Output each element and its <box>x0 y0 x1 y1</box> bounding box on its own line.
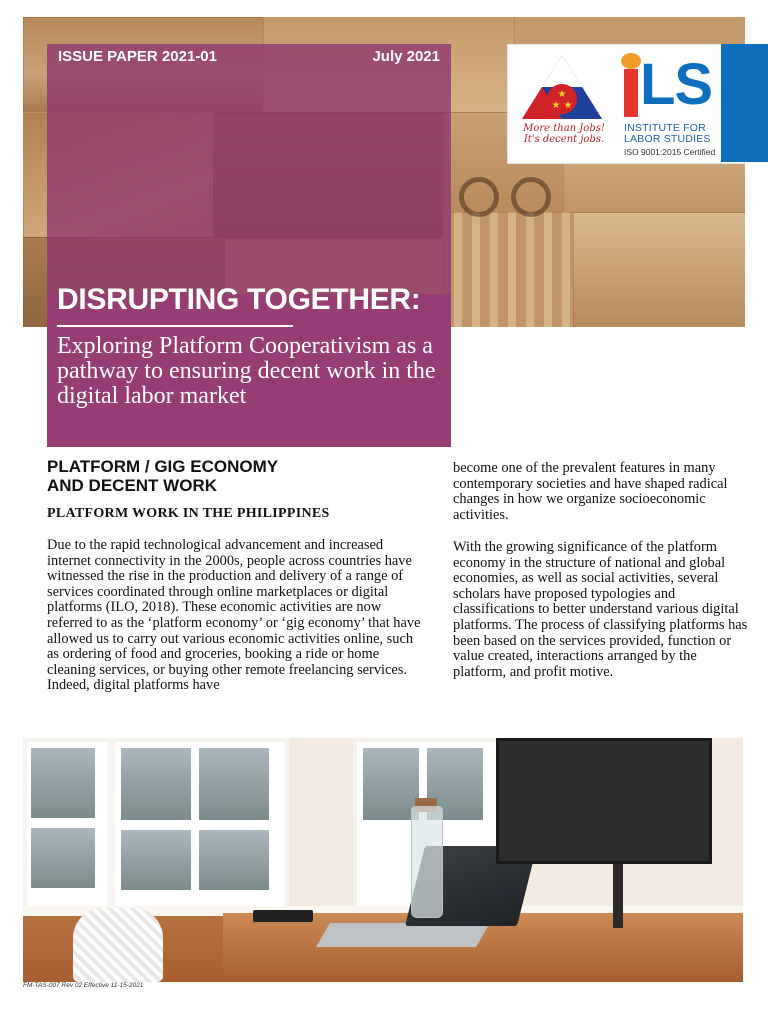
body-paragraph-1: Due to the rapid technological advancement and increased internet connectivity in the 2000s, people across countries have witnessed the rise in the production and delivery of a range of services coordinated through online marketplaces or digital platforms (ILO, 2018). These economic activities are now referred to as the ‘platform economy’ or ‘gig economy’ that have allowed us to carry out various economic activities online, such as ordering of food and groceries, booking a ride or home cleaning services, or buying other remote freelancing services. Indeed, digital platforms have <box>47 537 421 694</box>
dole-tagline <box>514 123 614 145</box>
form-code: FM-TAS-007 Rev 02 Effective 11-15-2021 <box>23 982 144 989</box>
blue-accent-bar <box>721 44 768 162</box>
motorcycle-wheel-shape <box>459 177 499 217</box>
photo-window-pane <box>121 830 191 890</box>
svg-text:★: ★ <box>551 100 561 111</box>
dole-tagline-line-2: It's decent jobs. <box>523 134 605 145</box>
svg-text:★: ★ <box>563 100 573 111</box>
photo-keyboard <box>316 923 490 947</box>
workspace-photo <box>23 738 743 982</box>
photo-window-pane <box>31 748 95 818</box>
collage-tile <box>443 212 575 327</box>
motorcycle-wheel-shape <box>511 177 551 217</box>
iso-certification: ISO 9001:2015 Certified <box>624 147 716 157</box>
photo-window-pane <box>121 748 191 820</box>
photo-monitor-stand <box>613 858 623 928</box>
page-subtitle: Exploring Platform Cooperativism as a pathway to ensuring decent work in the digital labor market <box>57 333 436 409</box>
ils-name-line-2: LABOR STUDIES <box>624 133 711 145</box>
issue-date: July 2021 <box>372 48 440 65</box>
section-heading-line-1: PLATFORM / GIG ECONOMY <box>47 457 279 476</box>
ils-institute-name <box>624 123 724 145</box>
collage-tile <box>573 212 745 327</box>
photo-phone <box>253 910 313 922</box>
photo-chair <box>73 908 163 982</box>
dole-tagline-line-1: More than Jobs! <box>523 123 605 134</box>
issue-label: ISSUE PAPER 2021-01 <box>58 48 217 65</box>
photo-glass-bottle <box>411 806 443 918</box>
body-paragraph-3: With the growing significance of the platform economy in the structure of national and global economies, as well as social activities, several scholars have proposed typologies and classifications to better understand various digital platforms. The process of classifying platforms has been based on the services provided, function or value created, interactions arranged by the platform, and profit motive. <box>453 539 748 680</box>
ils-logo-dot <box>621 53 641 69</box>
section-heading <box>47 457 347 495</box>
logo-box <box>507 44 745 164</box>
title-divider <box>57 325 293 327</box>
photo-window-pane <box>199 830 269 890</box>
ils-logo-i <box>624 69 638 117</box>
page-title: DISRUPTING TOGETHER: <box>57 283 421 316</box>
photo-window-pane <box>31 828 95 888</box>
photo-window-pane <box>199 748 269 820</box>
title-panel-overlay <box>47 44 451 294</box>
svg-text:★: ★ <box>557 89 567 100</box>
ils-name-line-1: INSTITUTE FOR <box>624 122 706 134</box>
dole-logo-icon <box>520 53 604 121</box>
sub-heading: PLATFORM WORK IN THE PHILIPPINES <box>47 506 330 521</box>
photo-monitor <box>496 738 712 864</box>
ils-logo-letters: LS <box>640 52 713 117</box>
section-heading-line-2: AND DECENT WORK <box>47 476 217 495</box>
body-paragraph-2: become one of the prevalent features in many contemporary societies and have shaped radical changes in how we organize socioeconomic activities. <box>453 460 728 523</box>
